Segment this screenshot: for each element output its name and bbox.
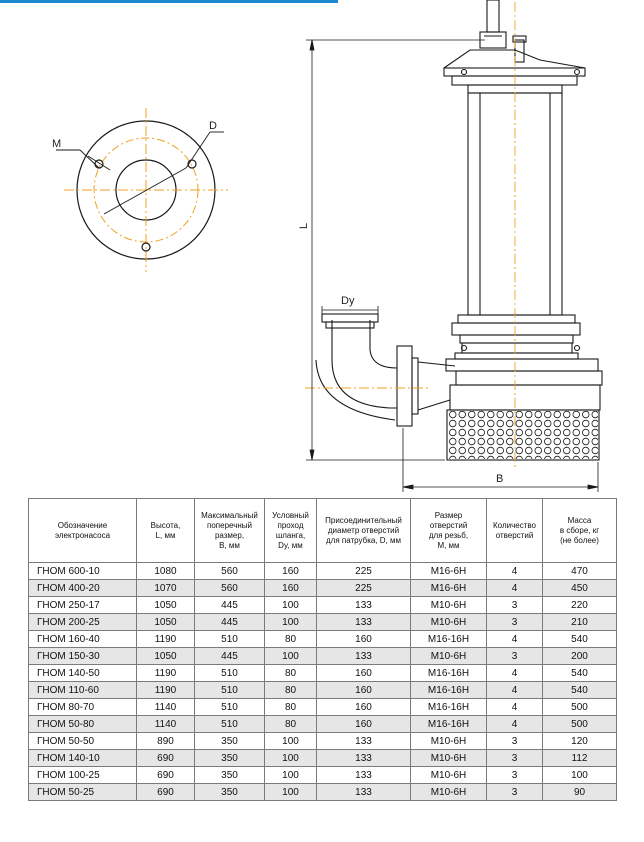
cell-hose: 80 [265, 699, 317, 716]
cell-thread-size: М10-6Н [411, 614, 487, 631]
cell-height: 1190 [137, 631, 195, 648]
label-L: L [298, 222, 310, 229]
cell-hose: 160 [265, 563, 317, 580]
cell-thread-size: М16-16Н [411, 716, 487, 733]
cell-thread-size: М16-16Н [411, 665, 487, 682]
table-header-row [29, 499, 617, 563]
cell-thread-size: М10-6Н [411, 750, 487, 767]
cell-model: ГНОМ 50-25 [29, 784, 137, 801]
cell-hose: 100 [265, 784, 317, 801]
cell-height: 1140 [137, 699, 195, 716]
cell-hose: 160 [265, 580, 317, 597]
cell-mass: 540 [543, 682, 617, 699]
cell-hole-count: 4 [487, 563, 543, 580]
cell-width: 560 [195, 563, 265, 580]
cell-hose: 80 [265, 665, 317, 682]
cell-hole-count: 3 [487, 597, 543, 614]
dimension-Dy [322, 306, 378, 314]
specification-table [28, 498, 617, 801]
label-D: D [209, 120, 217, 132]
cell-model: ГНОМ 140-10 [29, 750, 137, 767]
flange-view [52, 108, 228, 272]
cell-model: ГНОМ 150-30 [29, 648, 137, 665]
cell-mass: 90 [543, 784, 617, 801]
cell-mass: 100 [543, 767, 617, 784]
label-Dy: Dy [341, 295, 355, 307]
cell-model: ГНОМ 100-25 [29, 767, 137, 784]
cell-width: 445 [195, 597, 265, 614]
table-row [29, 631, 617, 648]
cell-height: 690 [137, 767, 195, 784]
header-mass: Масса в сборе, кг (не более) [543, 499, 617, 563]
table-row [29, 682, 617, 699]
header-width: Максимальный поперечный размер, B, мм [195, 499, 265, 563]
cell-model: ГНОМ 50-50 [29, 733, 137, 750]
cell-height: 1190 [137, 665, 195, 682]
table-row [29, 648, 617, 665]
cell-height: 1140 [137, 716, 195, 733]
label-M: M [52, 138, 62, 150]
cell-hole-count: 4 [487, 580, 543, 597]
cell-flange-diameter: 225 [317, 580, 411, 597]
cell-mass: 470 [543, 563, 617, 580]
table-row [29, 767, 617, 784]
cell-height: 690 [137, 750, 195, 767]
cell-width: 510 [195, 682, 265, 699]
cell-model: ГНОМ 200-25 [29, 614, 137, 631]
table-row [29, 614, 617, 631]
table-row [29, 733, 617, 750]
cell-flange-diameter: 133 [317, 750, 411, 767]
cell-height: 1050 [137, 614, 195, 631]
cell-thread-size: М10-6Н [411, 733, 487, 750]
cell-model: ГНОМ 600-10 [29, 563, 137, 580]
table-row [29, 750, 617, 767]
cell-hose: 100 [265, 614, 317, 631]
cell-thread-size: М16-16Н [411, 699, 487, 716]
cell-mass: 200 [543, 648, 617, 665]
cell-thread-size: М10-6Н [411, 597, 487, 614]
cell-hole-count: 3 [487, 767, 543, 784]
pump-side-view [316, 0, 602, 460]
cell-model: ГНОМ 80-70 [29, 699, 137, 716]
cell-flange-diameter: 133 [317, 784, 411, 801]
cell-width: 510 [195, 665, 265, 682]
cell-width: 445 [195, 614, 265, 631]
cell-hole-count: 4 [487, 631, 543, 648]
cell-hole-count: 4 [487, 665, 543, 682]
cell-height: 890 [137, 733, 195, 750]
cell-mass: 112 [543, 750, 617, 767]
cell-hole-count: 3 [487, 733, 543, 750]
cell-model: ГНОМ 400-20 [29, 580, 137, 597]
cell-hole-count: 3 [487, 750, 543, 767]
cell-model: ГНОМ 50-80 [29, 716, 137, 733]
cell-flange-diameter: 133 [317, 648, 411, 665]
cell-hole-count: 4 [487, 716, 543, 733]
cell-flange-diameter: 133 [317, 597, 411, 614]
cell-width: 350 [195, 750, 265, 767]
table-row [29, 716, 617, 733]
cell-hose: 100 [265, 767, 317, 784]
cell-thread-size: М16-6Н [411, 580, 487, 597]
cell-mass: 540 [543, 631, 617, 648]
cell-width: 510 [195, 699, 265, 716]
cell-mass: 450 [543, 580, 617, 597]
cell-hose: 80 [265, 631, 317, 648]
cell-model: ГНОМ 250-17 [29, 597, 137, 614]
cell-flange-diameter: 133 [317, 767, 411, 784]
cell-mass: 540 [543, 665, 617, 682]
cell-hole-count: 3 [487, 648, 543, 665]
table-row [29, 665, 617, 682]
cell-model: ГНОМ 110-60 [29, 682, 137, 699]
cell-mass: 210 [543, 614, 617, 631]
cell-thread-size: М16-6Н [411, 563, 487, 580]
cell-thread-size: М10-6Н [411, 648, 487, 665]
cell-width: 510 [195, 716, 265, 733]
header-hole-count: Количество отверстий [487, 499, 543, 563]
cell-hole-count: 3 [487, 614, 543, 631]
cell-mass: 500 [543, 716, 617, 733]
cell-flange-diameter: 160 [317, 665, 411, 682]
cell-hose: 100 [265, 597, 317, 614]
cell-height: 1050 [137, 597, 195, 614]
header-model: Обозначение электронасоса [29, 499, 137, 563]
cell-thread-size: М16-16Н [411, 682, 487, 699]
cell-mass: 500 [543, 699, 617, 716]
header-flange-diameter: Присоединительный диаметр отверстий для патрубка, D, мм [317, 499, 411, 563]
cell-hose: 100 [265, 648, 317, 665]
cell-flange-diameter: 160 [317, 631, 411, 648]
cell-thread-size: М10-6Н [411, 767, 487, 784]
cell-height: 690 [137, 784, 195, 801]
cell-width: 350 [195, 784, 265, 801]
header-hose: Условный проход шланга, Dy, мм [265, 499, 317, 563]
cell-flange-diameter: 133 [317, 733, 411, 750]
cell-flange-diameter: 225 [317, 563, 411, 580]
header-height: Высота, L, мм [137, 499, 195, 563]
cell-hole-count: 3 [487, 784, 543, 801]
cell-width: 560 [195, 580, 265, 597]
cell-width: 445 [195, 648, 265, 665]
header-bar [0, 0, 338, 3]
table-row [29, 699, 617, 716]
cell-model: ГНОМ 140-50 [29, 665, 137, 682]
cell-flange-diameter: 160 [317, 682, 411, 699]
cell-hole-count: 4 [487, 682, 543, 699]
cell-flange-diameter: 133 [317, 614, 411, 631]
cell-width: 510 [195, 631, 265, 648]
cell-thread-size: М10-6Н [411, 784, 487, 801]
cell-height: 1190 [137, 682, 195, 699]
table-row [29, 784, 617, 801]
cell-width: 350 [195, 733, 265, 750]
cell-hose: 100 [265, 733, 317, 750]
cell-height: 1080 [137, 563, 195, 580]
table-row [29, 563, 617, 580]
cell-height: 1050 [137, 648, 195, 665]
cell-thread-size: М16-16Н [411, 631, 487, 648]
table-row [29, 580, 617, 597]
header-thread-size: Размер отверстий для резьб, М, мм [411, 499, 487, 563]
cell-flange-diameter: 160 [317, 716, 411, 733]
label-B: B [496, 473, 504, 485]
cell-model: ГНОМ 160-40 [29, 631, 137, 648]
cell-hose: 100 [265, 750, 317, 767]
cell-hole-count: 4 [487, 699, 543, 716]
cell-flange-diameter: 160 [317, 699, 411, 716]
cell-height: 1070 [137, 580, 195, 597]
cell-hose: 80 [265, 682, 317, 699]
cell-width: 350 [195, 767, 265, 784]
cell-mass: 220 [543, 597, 617, 614]
table-row [29, 597, 617, 614]
cell-mass: 120 [543, 733, 617, 750]
cell-hose: 80 [265, 716, 317, 733]
